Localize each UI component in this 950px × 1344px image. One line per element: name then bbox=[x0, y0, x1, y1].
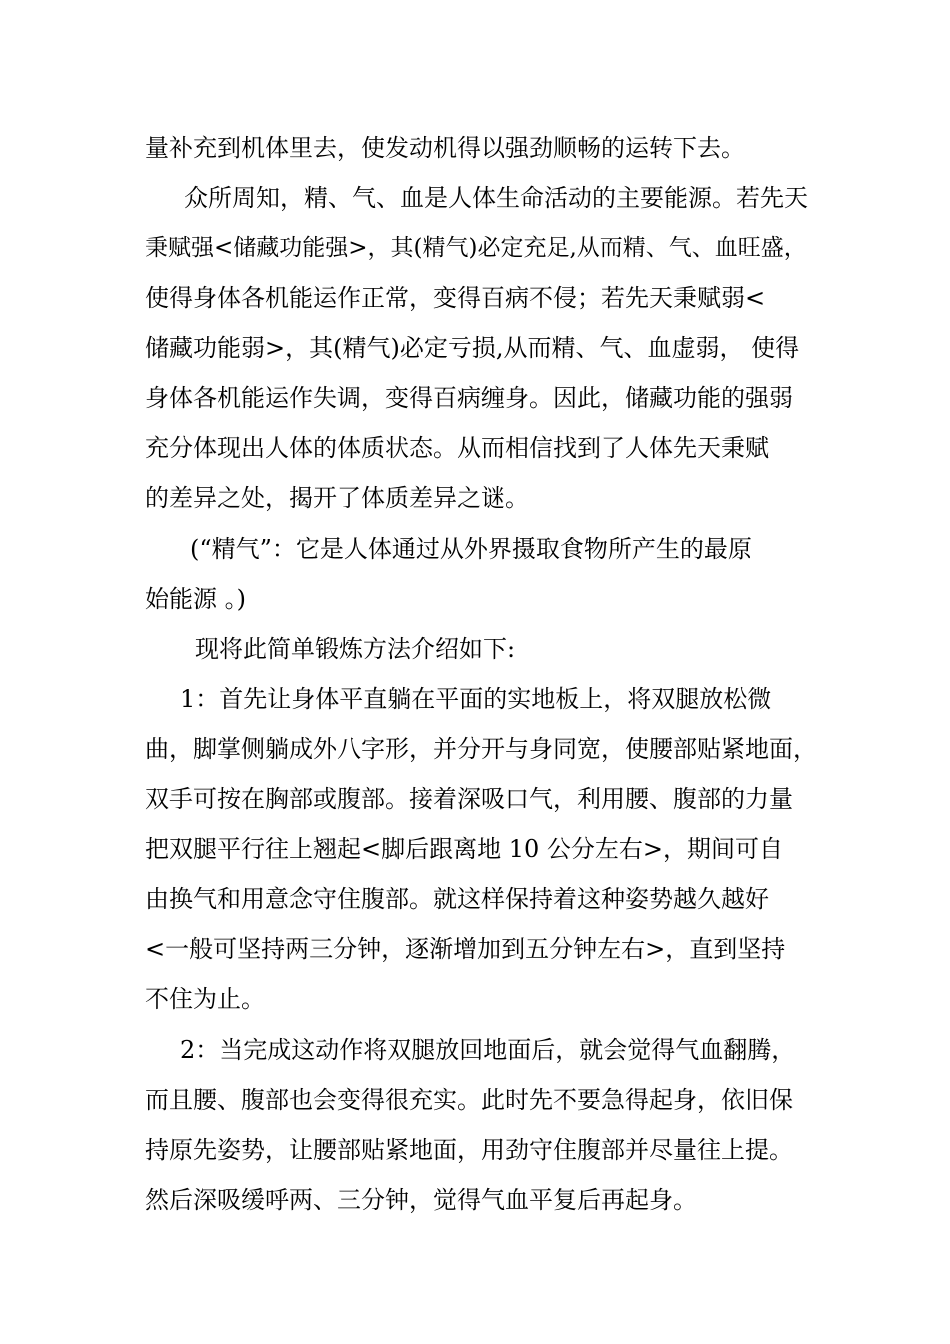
text-line: 持原先姿势，让腰部贴紧地面，用劲守住腹部并尽量往上提。 bbox=[145, 1136, 793, 1164]
text-line: (“精气”：它是人体通过从外界摄取食物所产生的最原 bbox=[190, 535, 752, 563]
text-line: 1：首先让身体平直躺在平面的实地板上，将双腿放松微 bbox=[180, 685, 772, 713]
text-line: 由换气和用意念守住腹部。就这样保持着这种姿势越久越好 bbox=[145, 885, 769, 913]
text-line: 而且腰、腹部也会变得很充实。此时先不要急得起身，依旧保 bbox=[145, 1086, 793, 1114]
text-line: 量补充到机体里去，使发动机得以强劲顺畅的运转下去。 bbox=[145, 134, 745, 162]
text-line: 把双腿平行往上翘起<脚后跟离地 10 公分左右>，期间可自 bbox=[145, 835, 784, 863]
text-line: 2：当完成这动作将双腿放回地面后，就会觉得气血翻腾， bbox=[180, 1036, 796, 1064]
text-line: <一般可坚持两三分钟，逐渐增加到五分钟左右>，直到坚持 bbox=[145, 935, 786, 963]
text-line: 充分体现出人体的体质状态。从而相信找到了人体先天秉赋 bbox=[145, 434, 769, 462]
text-line: 身体各机能运作失调，变得百病缠身。因此，储藏功能的强弱 bbox=[145, 384, 793, 412]
text-line: 双手可按在胸部或腹部。接着深吸口气，利用腰、腹部的力量 bbox=[145, 785, 793, 813]
text-line: 曲，脚掌侧躺成外八字形，并分开与身同宽，使腰部贴紧地面， bbox=[145, 735, 817, 763]
text-line: 不住为止。 bbox=[145, 985, 265, 1013]
text-line: 使得身体各机能运作正常，变得百病不侵；若先天秉赋弱< bbox=[145, 284, 766, 312]
text-line: 的差异之处，揭开了体质差异之谜。 bbox=[145, 484, 529, 512]
text-line: 现将此简单锻炼方法介绍如下: bbox=[195, 635, 516, 663]
text-line: 然后深吸缓呼两、三分钟，觉得气血平复后再起身。 bbox=[145, 1186, 697, 1214]
text-line: 始能源 。) bbox=[145, 585, 246, 613]
text-line: 秉赋强<储藏功能强>，其(精气)必定充足,从而精、气、血旺盛， bbox=[145, 235, 807, 261]
text-line: 众所周知，精、气、血是人体生命活动的主要能源。若先天 bbox=[184, 184, 808, 212]
text-line: 储藏功能弱>，其(精气)必定亏损,从而精、气、血虚弱， 使得 bbox=[145, 334, 800, 362]
